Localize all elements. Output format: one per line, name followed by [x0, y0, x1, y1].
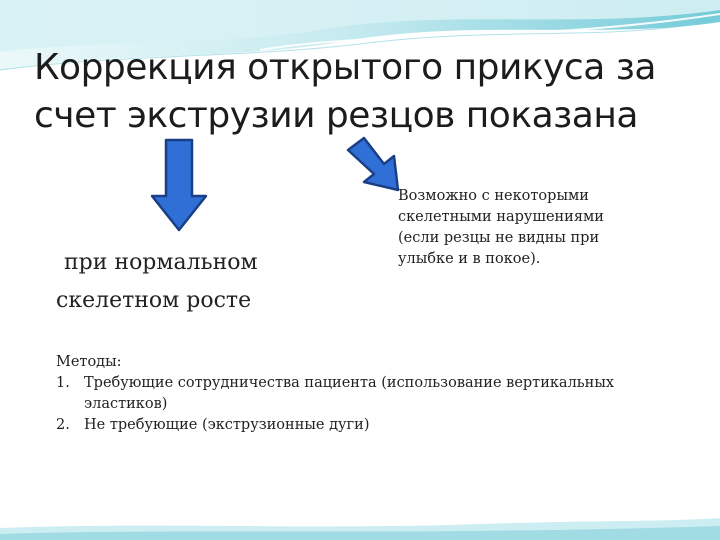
arrow-diagonal-icon: [340, 134, 402, 194]
right-text-line-3: (если резцы не видны при: [398, 230, 600, 246]
list-item: [56, 373, 676, 394]
bottom-wave-decoration: [0, 500, 720, 540]
list-item-text: Требующие сотрудничества пациента (использование вертикальных: [84, 375, 615, 391]
normal-growth-text: [56, 244, 258, 320]
title-line-1: Коррекция открытого прикуса за: [34, 47, 656, 88]
list-item-number: 2.: [56, 417, 70, 433]
list-item-continuation: эластиков): [84, 396, 168, 412]
right-text-line-2: скелетными нарушениями: [398, 209, 604, 225]
arrow-down-icon: [150, 138, 208, 232]
list-item-number: 1.: [56, 375, 70, 391]
list-item: [56, 415, 676, 436]
title-line-2: счет экструзии резцов показана: [34, 95, 638, 136]
left-text-line-2: скелетном росте: [56, 288, 252, 313]
left-text-line-1: при нормальном: [64, 250, 258, 275]
skeletal-disorder-note: [398, 186, 638, 270]
methods-heading: Методы:: [56, 354, 122, 370]
right-text-line-1: Возможно с некоторыми: [398, 188, 589, 204]
methods-section: [56, 352, 676, 436]
list-item-text: Не требующие (экструзионные дуги): [84, 417, 370, 433]
right-text-line-4: улыбке и в покое).: [398, 251, 541, 267]
page-title: [34, 44, 694, 140]
